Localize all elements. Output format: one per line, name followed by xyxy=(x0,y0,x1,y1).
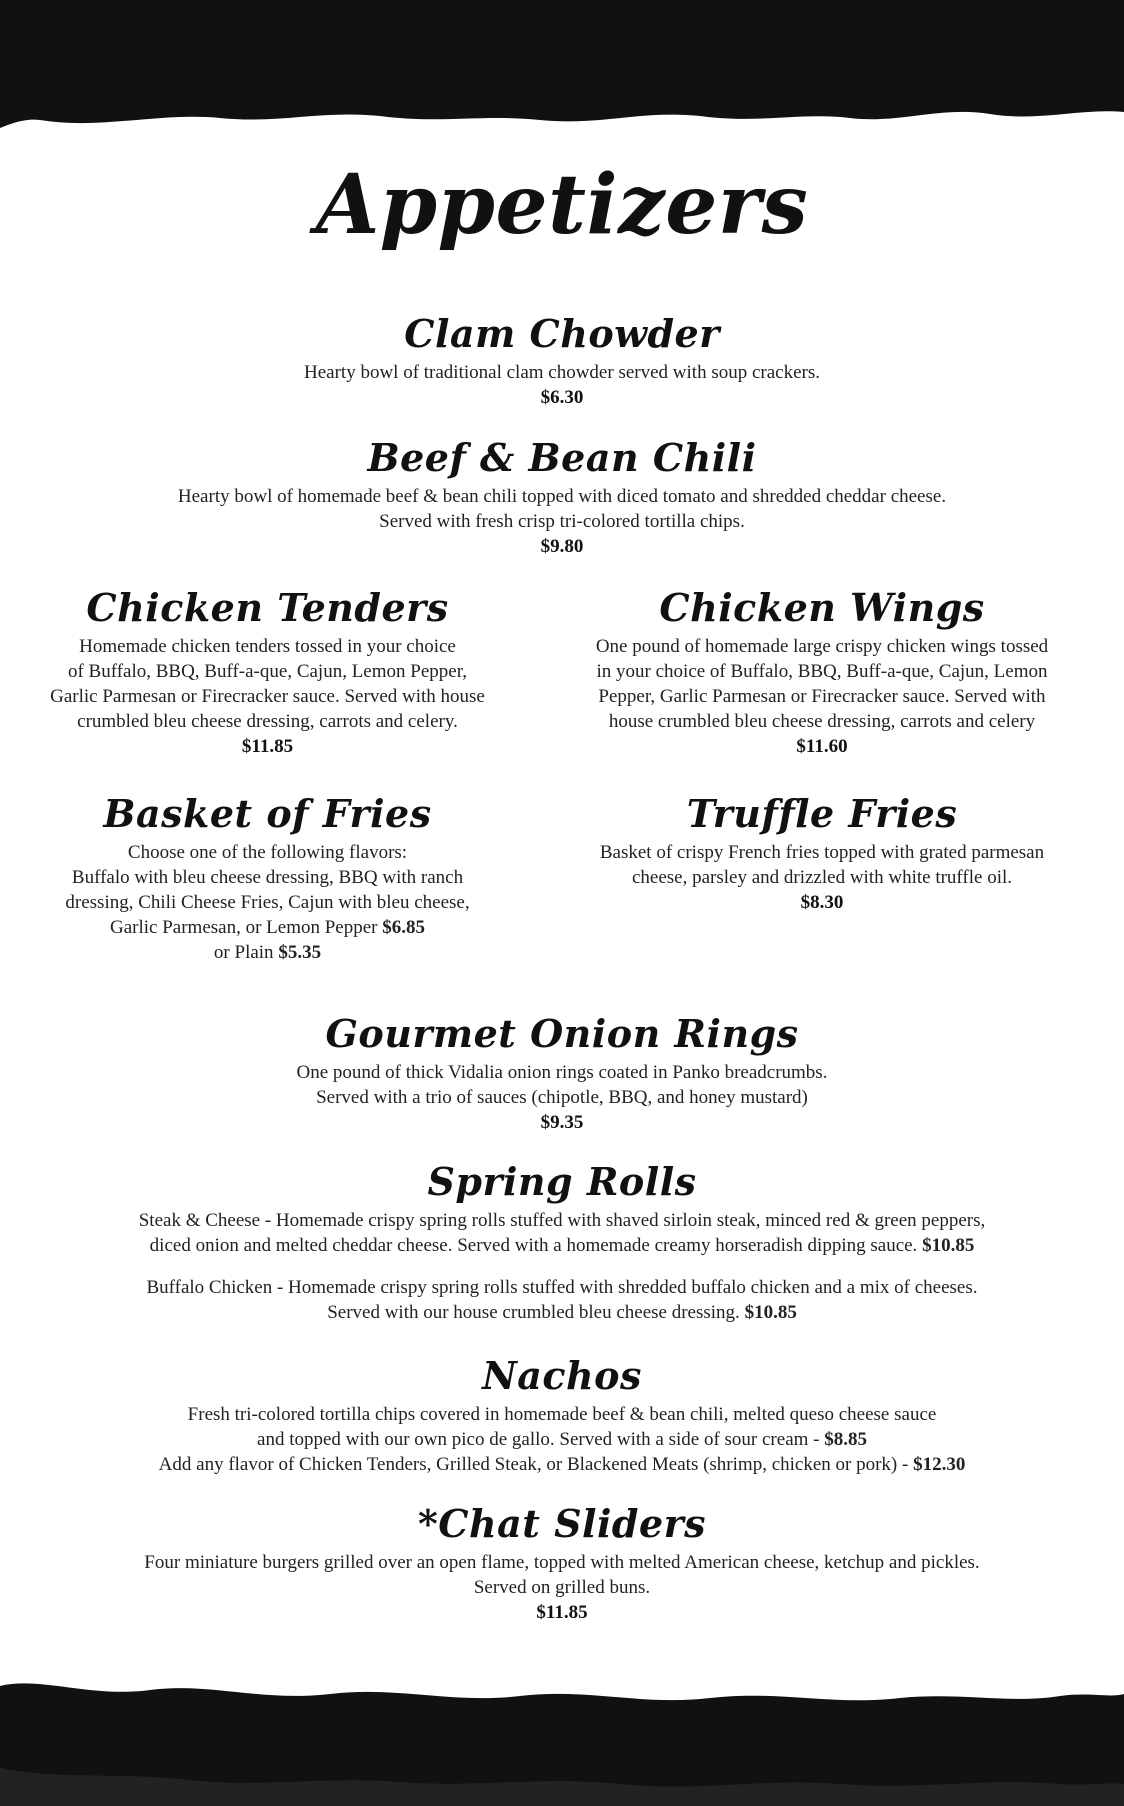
item-price: $10.85 xyxy=(922,1235,975,1256)
item-description-line: of Buffalo, BBQ, Buff-a-que, Cajun, Lemon Pepper, xyxy=(67,661,468,682)
item-description-line: crumbled bleu cheese dressing, carrots and celery. xyxy=(77,711,458,732)
item-name: Chicken Wings xyxy=(659,585,985,630)
item-description-line: Four miniature burgers grilled over an open flame, topped with melted American cheese, ketchup and pickles. xyxy=(144,1552,980,1573)
item-name: Truffle Fries xyxy=(686,791,958,836)
item-description-line: Basket of crispy French fries topped with grated parmesan xyxy=(599,842,1045,863)
bottom-wave-band xyxy=(0,1668,1124,1806)
page-title: Appetizers xyxy=(315,157,809,253)
item-description-line: Fresh tri-colored tortilla chips covered in homemade beef & bean chili, melted queso cheese sauce xyxy=(187,1404,937,1425)
item-name: Nachos xyxy=(482,1353,642,1398)
item-description-line: Homemade chicken tenders tossed in your choice xyxy=(79,636,456,657)
item-description-text: Add any flavor of Chicken Tenders, Grilled Steak, or Blackened Meats (shrimp, chicken or pork) - xyxy=(158,1454,909,1475)
spring-roll-steak-cheese xyxy=(20,1208,1104,1258)
item-description-line: Pepper, Garlic Parmesan or Firecracker sauce. Served with xyxy=(598,686,1046,707)
item-description-line: Steak & Cheese - Homemade crispy spring rolls stuffed with shaved sirloin steak, minced red & green peppers, xyxy=(138,1210,986,1231)
item-price: $8.85 xyxy=(824,1429,867,1450)
item-price: $6.30 xyxy=(540,387,584,408)
item-name: Clam Chowder xyxy=(404,311,720,356)
item-price: $11.60 xyxy=(796,736,848,757)
item-description-line: dressing, Chili Cheese Fries, Cajun with bleu cheese, xyxy=(65,892,470,913)
item-description-text: Garlic Parmesan, or Lemon Pepper xyxy=(110,917,378,938)
item-name: *Chat Sliders xyxy=(417,1501,707,1546)
menu-item-nachos xyxy=(20,1352,1104,1477)
item-price-plain: $5.35 xyxy=(278,942,322,963)
menu-item-gourmet-onion-rings xyxy=(20,1010,1104,1135)
item-price: $11.85 xyxy=(536,1602,588,1623)
item-name: Basket of Fries xyxy=(103,791,432,836)
item-name: Gourmet Onion Rings xyxy=(325,1011,799,1056)
item-description-line: One pound of thick Vidalia onion rings coated in Panko breadcrumbs. xyxy=(296,1062,828,1083)
item-description-text: diced onion and melted cheddar cheese. Served with a homemade creamy horseradish dipping sauce. xyxy=(149,1235,918,1256)
menu-item-beef-bean-chili xyxy=(20,434,1104,559)
item-description-line: Garlic Parmesan or Firecracker sauce. Served with house xyxy=(50,686,485,707)
menu-item-truffle-fries xyxy=(562,790,1082,915)
item-price: $10.85 xyxy=(744,1302,797,1323)
menu-item-chicken-wings xyxy=(562,584,1082,759)
item-description-text: and topped with our own pico de gallo. Served with a side of sour cream - xyxy=(257,1429,820,1450)
spring-roll-buffalo-chicken xyxy=(20,1275,1104,1325)
menu-item-chicken-tenders xyxy=(20,584,515,759)
item-description-line: Choose one of the following flavors: xyxy=(127,842,408,863)
item-description-line xyxy=(20,940,515,965)
menu-item-spring-rolls xyxy=(20,1158,1104,1342)
item-description-text: Served with our house crumbled bleu cheese dressing. xyxy=(327,1302,740,1323)
item-description-line: Buffalo Chicken - Homemade crispy spring rolls stuffed with shredded buffalo chicken and a mix of cheeses. xyxy=(146,1277,978,1298)
item-price-flavored: $6.85 xyxy=(382,917,425,938)
item-price: $11.85 xyxy=(241,736,294,757)
top-wave-band xyxy=(0,0,1124,140)
item-description: Hearty bowl of traditional clam chowder served with soup crackers. xyxy=(304,362,820,383)
menu-item-basket-of-fries xyxy=(20,790,515,965)
item-addon-price: $12.30 xyxy=(913,1454,966,1475)
item-name: Beef & Bean Chili xyxy=(367,435,757,480)
item-description-line: One pound of homemade large crispy chicken wings tossed xyxy=(595,636,1049,657)
item-description-line: Served with fresh crisp tri-colored tortilla chips. xyxy=(379,511,745,532)
item-description-line: in your choice of Buffalo, BBQ, Buff-a-que, Cajun, Lemon xyxy=(596,661,1048,682)
item-description-line xyxy=(20,1452,1104,1477)
plain-label: or Plain xyxy=(213,942,274,963)
item-description-line xyxy=(20,1300,1104,1325)
item-description-line: house crumbled bleu cheese dressing, carrots and celery xyxy=(608,711,1036,732)
item-name: Chicken Tenders xyxy=(86,585,449,630)
item-description-line: Served with a trio of sauces (chipotle, BBQ, and honey mustard) xyxy=(316,1087,808,1108)
item-price: $9.80 xyxy=(540,536,584,557)
menu-item-chat-sliders xyxy=(20,1500,1104,1625)
menu-item-clam-chowder xyxy=(20,310,1104,410)
item-description-line: cheese, parsley and drizzled with white truffle oil. xyxy=(631,867,1013,888)
item-description-line xyxy=(20,915,515,940)
item-name: Spring Rolls xyxy=(427,1159,697,1204)
item-description-line: Buffalo with bleu cheese dressing, BBQ with ranch xyxy=(71,867,464,888)
item-description-line: Hearty bowl of homemade beef & bean chili topped with diced tomato and shredded cheddar cheese. xyxy=(177,486,947,507)
item-description-line xyxy=(20,1427,1104,1452)
item-description-line: Served on grilled buns. xyxy=(473,1577,651,1598)
item-price: $8.30 xyxy=(800,892,844,913)
item-price: $9.35 xyxy=(540,1112,584,1133)
item-description-line xyxy=(20,1233,1104,1258)
